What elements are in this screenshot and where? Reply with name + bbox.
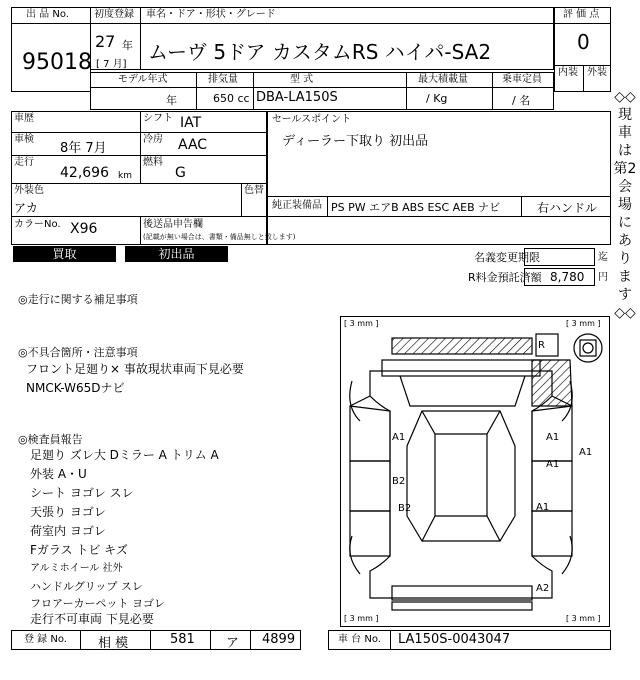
displacement: 650 cc xyxy=(213,92,250,105)
car-name-label: 車名・ドア・形状・グレード xyxy=(146,9,276,20)
equipment-value: PS PW エアB ABS ESC AEB ナビ xyxy=(331,201,501,214)
reg-no-label: 登 録 No. xyxy=(24,634,67,645)
chassis-no: LA150S-0043047 xyxy=(398,632,511,647)
buy-badge: 買取 xyxy=(13,246,116,262)
damage-mark: A1 xyxy=(536,502,550,513)
chassis-label: 車 台 No. xyxy=(338,634,381,645)
inspector-line: シート ヨゴレ スレ xyxy=(30,486,134,500)
tire-bottom-right: [ 3 mm ] xyxy=(566,614,601,623)
car-name: ムーヴ 5ドア カスタムRS ハイパ-SA2 xyxy=(148,40,492,64)
tire-bottom-left: [ 3 mm ] xyxy=(344,614,379,623)
shift-value: IAT xyxy=(180,115,202,131)
recycle-value: 8,780 xyxy=(550,270,585,284)
capacity-label: 乗車定員 xyxy=(502,74,542,85)
inspection-value: 8年 7月 xyxy=(60,141,107,156)
reg-number: 4899 xyxy=(262,632,296,647)
grade-label: 評 価 点 xyxy=(563,9,600,20)
first-reg-month: [ 7 月] xyxy=(96,59,127,70)
damage-mark: A1 xyxy=(546,459,560,470)
reg-kana: ア xyxy=(226,636,240,651)
damage-mark: B2 xyxy=(398,503,412,514)
ext-color-label: 外装色 xyxy=(14,185,44,196)
damage-mark: A1 xyxy=(579,447,593,458)
spare-label: R xyxy=(538,340,545,351)
type: DBA-LA150S xyxy=(256,90,338,105)
type-label: 型 式 xyxy=(290,74,314,85)
inspector-line: 天張り ヨゴレ xyxy=(30,505,106,519)
displacement-label: 排気量 xyxy=(208,74,238,85)
sales-point: ディーラー下取り 初出品 xyxy=(282,134,429,149)
shift-label: シフト xyxy=(143,113,173,124)
name-change-box xyxy=(524,248,595,266)
first-reg-label: 初度登録 xyxy=(94,9,134,20)
first-reg-year: 27 xyxy=(95,32,116,51)
mileage-label: 走行 xyxy=(14,157,34,168)
max-load-label: 最大積載量 xyxy=(418,74,468,85)
inspector-line: ハンドルグリップ スレ xyxy=(30,580,143,593)
defect-line: NMCK-W65Dナビ xyxy=(26,381,125,395)
damage-mark: B2 xyxy=(392,476,406,487)
car-outline-diagram xyxy=(340,316,610,627)
color-change-label: 色替 xyxy=(244,185,264,196)
capacity: / 名 xyxy=(512,94,531,107)
name-change-unit: 迄 xyxy=(598,252,608,263)
inspector-line: 走行不可車両 下見必要 xyxy=(30,612,154,626)
lot-no-label: 出 品 No. xyxy=(26,9,69,20)
year-unit: 年 xyxy=(122,39,133,52)
recycle-unit: 円 xyxy=(598,272,608,283)
steering-value: 右ハンドル xyxy=(537,201,598,215)
history-label: 車歴 xyxy=(14,113,34,124)
aftermarket-note: (記載が無い場合は、書類・備品無しと致します) xyxy=(143,233,296,241)
name-change-label: 名義変更期限 xyxy=(474,251,540,264)
sales-point-label: セールスポイント xyxy=(272,114,352,125)
reg-class: 581 xyxy=(170,632,195,647)
fuel-value: G xyxy=(175,165,186,181)
damage-mark: A1 xyxy=(392,432,406,443)
inspector-line: フロアーカーペット ヨゴレ xyxy=(30,597,165,610)
defect-line: フロント足廻り× 事故現状車両下見必要 xyxy=(26,362,244,376)
first-listing-badge: 初出品 xyxy=(125,246,228,262)
color-no-label: カラーNo. xyxy=(14,219,61,230)
tire-top-left: [ 3 mm ] xyxy=(344,319,379,328)
model-year-label: モデル年式 xyxy=(118,74,168,85)
inspection-label: 車検 xyxy=(14,134,34,145)
inspector-line: Fガラス トビ キズ xyxy=(30,543,128,557)
inspector-line: 荷室内 ヨゴレ xyxy=(30,524,106,538)
inspector-line: アルミホイール 社外 xyxy=(30,563,123,574)
inspector-line: 足廻り ズレ大 Dミラー A トリム A xyxy=(30,448,219,462)
aircon-value: AAC xyxy=(178,137,208,153)
reg-place: 相 模 xyxy=(98,636,129,651)
tire-top-right: [ 3 mm ] xyxy=(566,319,601,328)
aircon-label: 冷房 xyxy=(143,134,163,145)
side-notice: ◇◇現車は第2会場にあります◇◇ xyxy=(613,89,637,321)
aftermarket-label: 後送品申告欄 xyxy=(143,219,203,230)
inspector-line: 外装 A・U xyxy=(30,467,87,481)
mileage-unit: km xyxy=(118,171,132,181)
mileage-value: 42,696 xyxy=(60,165,109,181)
defects-title: ◎不具合箇所・注意事項 xyxy=(18,346,138,359)
color-no-value: X96 xyxy=(70,221,98,237)
damage-mark: A1 xyxy=(546,432,560,443)
inspector-title: ◎検査員報告 xyxy=(18,433,83,446)
damage-mark: A2 xyxy=(536,583,550,594)
fuel-label: 燃料 xyxy=(143,157,163,168)
running-title: ◎走行に関する補足事項 xyxy=(18,293,138,306)
model-year-unit: 年 xyxy=(166,94,177,107)
exterior-label: 外装 xyxy=(587,67,607,78)
ext-color-value: アカ xyxy=(14,201,38,215)
interior-label: 内装 xyxy=(558,67,578,78)
lot-no: 95018 xyxy=(22,50,92,75)
max-load: / Kg xyxy=(426,92,448,105)
equipment-label: 純正装備品 xyxy=(272,200,322,211)
recycle-label: R料金預託済額 xyxy=(468,271,542,284)
grade-value: 0 xyxy=(577,30,590,54)
